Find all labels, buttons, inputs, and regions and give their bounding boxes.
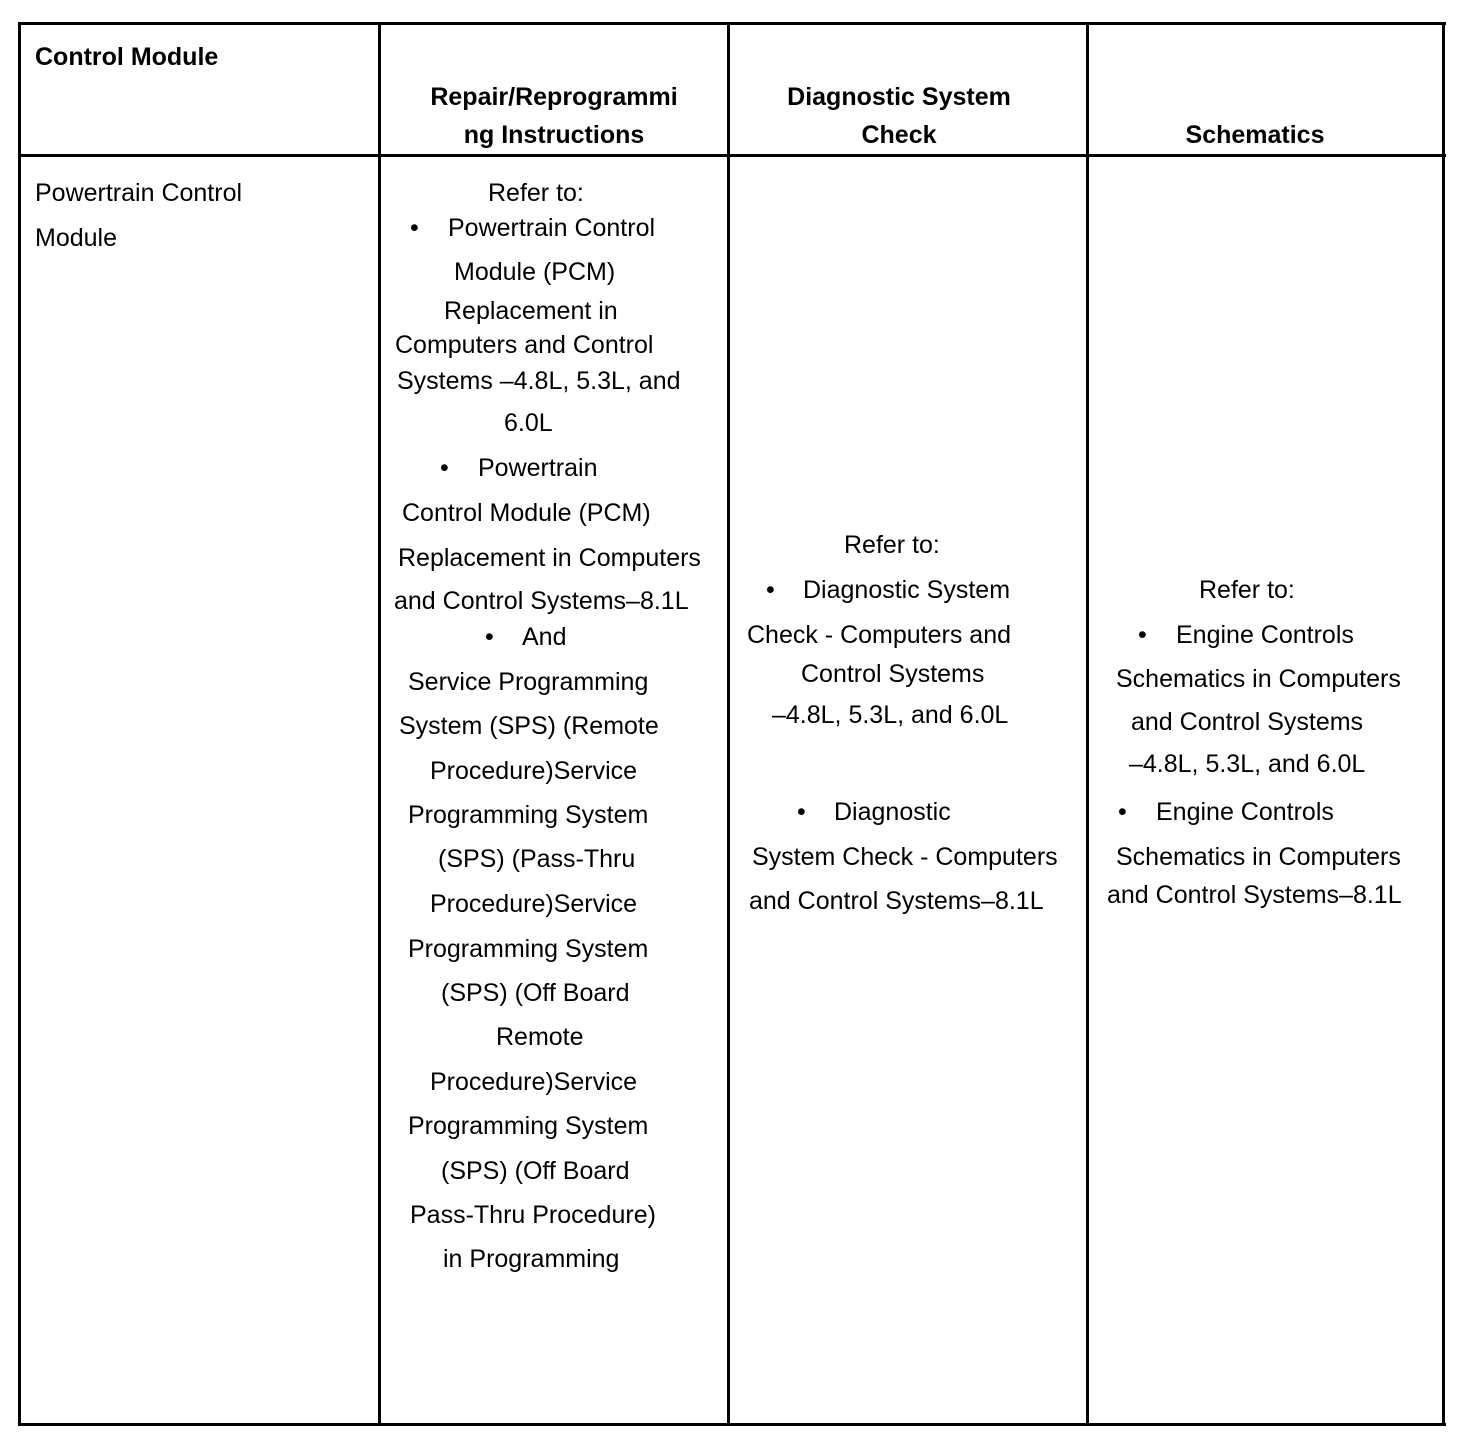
repair-b1-line: Module (PCM) (454, 258, 616, 286)
repair-b3-line: (SPS) (Off Board (441, 979, 630, 1007)
repair-b3-line: Pass-Thru Procedure) (410, 1201, 656, 1229)
repair-b3-line: (SPS) (Pass-Thru (438, 845, 636, 873)
schem-b1-line: Schematics in Computers (1116, 665, 1401, 693)
repair-b3-line: Programming System (408, 801, 649, 829)
schem-b1-line: and Control Systems (1131, 708, 1364, 736)
schem-refer-to: Refer to: (1199, 576, 1295, 604)
header-repair-line2: ng Instructions (463, 121, 645, 149)
repair-b2-line: Replacement in Computers (398, 544, 701, 572)
repair-refer-to: Refer to: (488, 179, 584, 207)
header-diag-line1: Diagnostic System (787, 83, 1011, 111)
schem-b2-line: Schematics in Computers (1116, 843, 1401, 871)
repair-b1-line: 6.0L (504, 409, 553, 437)
repair-b2-line: and Control Systems–8.1L (394, 587, 689, 615)
repair-b3-line: Procedure)Service (430, 757, 638, 785)
diag-b2-line: System Check - Computers (752, 843, 1058, 871)
module-name-line2: Module (35, 224, 117, 252)
diag-refer-to: Refer to: (844, 531, 940, 559)
bullet-icon: • (440, 454, 449, 482)
schem-b2-line: Engine Controls (1156, 798, 1334, 826)
repair-b3-line: in Programming (443, 1245, 620, 1273)
schem-b2-line: and Control Systems–8.1L (1107, 881, 1402, 909)
diag-b2-line: Diagnostic (834, 798, 951, 826)
diag-b1-line: –4.8L, 5.3L, and 6.0L (772, 701, 1009, 729)
repair-b2-line: Control Module (PCM) (402, 499, 651, 527)
header-control-module: Control Module (35, 43, 219, 71)
diag-b1-line: Control Systems (801, 660, 985, 688)
bullet-icon: • (797, 798, 806, 826)
repair-b3-line: Programming System (408, 1112, 649, 1140)
column-divider (378, 22, 381, 1426)
module-name-line1: Powertrain Control (35, 179, 243, 207)
repair-b1-line: Replacement in (444, 297, 618, 325)
schem-b1-line: Engine Controls (1176, 621, 1354, 649)
repair-b1-line: Computers and Control (395, 331, 654, 359)
repair-b1-line: Powertrain Control (448, 214, 656, 242)
bullet-icon: • (1138, 621, 1147, 649)
schem-b1-line: –4.8L, 5.3L, and 6.0L (1129, 750, 1366, 778)
repair-b2-line: Powertrain (478, 454, 598, 482)
header-divider (18, 154, 1446, 157)
repair-b3-line: Procedure)Service (430, 890, 638, 918)
diag-b1-line: Check - Computers and (747, 621, 1012, 649)
bullet-icon: • (485, 623, 494, 651)
header-diag-line2: Check (861, 121, 937, 149)
bullet-icon: • (410, 214, 419, 242)
repair-b3-line: Programming System (408, 935, 649, 963)
bullet-icon: • (766, 576, 775, 604)
repair-b3-line: Service Programming (408, 668, 649, 696)
header-schematics: Schematics (1185, 121, 1325, 149)
header-repair-line1: Repair/Reprogrammi (430, 83, 678, 111)
repair-b3-line: And (522, 623, 567, 651)
column-divider (1442, 22, 1445, 1426)
repair-b3-line: Remote (496, 1023, 584, 1051)
diag-b1-line: Diagnostic System (803, 576, 1011, 604)
repair-b3-line: System (SPS) (Remote (399, 712, 659, 740)
repair-b1-line: Systems –4.8L, 5.3L, and (397, 367, 681, 395)
column-divider (727, 22, 730, 1426)
bullet-icon: • (1118, 798, 1127, 826)
repair-b3-line: Procedure)Service (430, 1068, 638, 1096)
column-divider (1086, 22, 1089, 1426)
diag-b2-line: and Control Systems–8.1L (749, 887, 1044, 915)
repair-b3-line: (SPS) (Off Board (441, 1157, 630, 1185)
